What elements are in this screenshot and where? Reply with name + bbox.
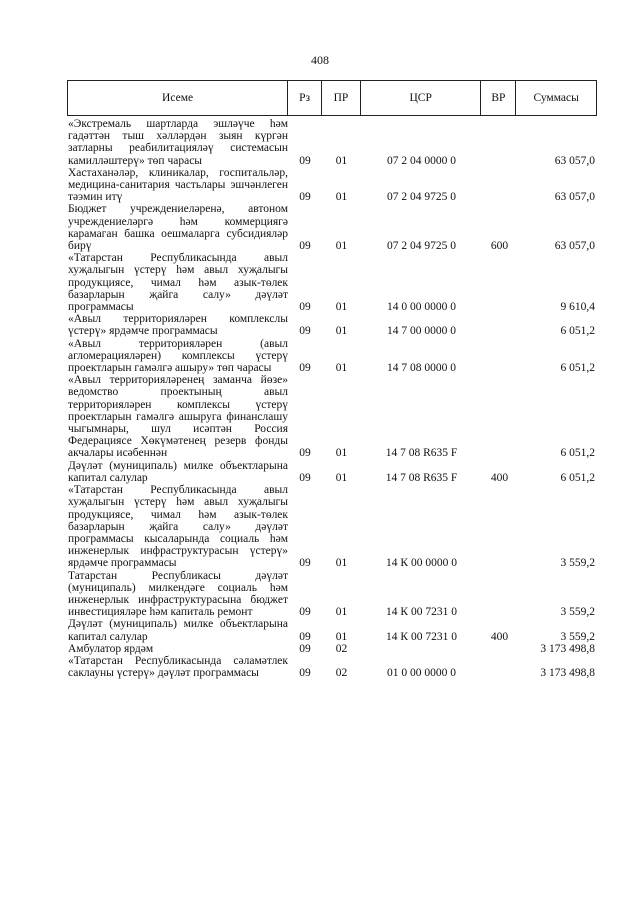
row-csr: 14 7 08 0000 0 <box>387 362 456 375</box>
row-sum: 6 051,2 <box>560 325 595 338</box>
row-rz: 09 <box>299 630 311 643</box>
row-csr: 14 0 00 0000 0 <box>387 301 456 314</box>
row-rz: 09 <box>299 240 311 253</box>
row-pr: 01 <box>335 557 348 570</box>
row-sum: 6 051,2 <box>560 447 595 460</box>
row-name: «Авыл территорияләрен (авыл агломерацияләрен) комплексы үстерү проектларын гамәлгә ашыру» төп чарасы <box>68 337 288 375</box>
table-row <box>67 643 597 655</box>
row-csr: 14 К 00 0000 0 <box>386 557 457 570</box>
row-sum: 6 051,2 <box>560 362 595 375</box>
table-header <box>67 80 597 116</box>
row-csr: 01 0 00 0000 0 <box>387 667 456 680</box>
row-name: Дәүләт (муниципаль) милке объектларына капитал салулар <box>68 459 288 484</box>
table-row <box>67 338 597 375</box>
row-rz: 09 <box>299 447 311 460</box>
row-name: «Татарстан Республикасында авыл хуҗалыгын үстерү һәм авыл хуҗалыгы продукциясе, чимал һәм азык-төлек базарларын җайга салу» дәүләт программасы кысаларында социаль һәм инженерлык инфраструктурасын үстерү» ярдәмче программасы <box>68 484 288 570</box>
row-sum: 63 057,0 <box>554 240 595 253</box>
header-name: Исеме <box>68 81 288 115</box>
table-row <box>67 313 597 337</box>
row-sum: 3 173 498,8 <box>540 642 595 655</box>
row-csr: 14 7 08 R635 F <box>385 447 458 460</box>
row-name: Татарстан Республикасы дәүләт (муниципаль) милкендәге социаль һәм инженерлык инфраструктурасына бюджет инвестицияләре һәм капиталь ремонт <box>68 569 288 619</box>
row-vr <box>482 570 517 619</box>
row-vr <box>482 252 517 313</box>
row-name: «Авыл территорияләрен комплекслы үстерү» ярдәмче программасы <box>68 313 288 338</box>
row-pr: 01 <box>335 154 348 167</box>
table-row <box>67 655 597 679</box>
row-vr: 400 <box>490 630 509 643</box>
row-name: «Авыл территорияләренең заманча йөзе» ведомство проектының авыл территорияләрен комплексы үстерү проектларын гамәлгә ашыруга финанслашу чыгымнары, шул исәптән Россия Федерациясе Хөкүмәтенең резерв фонды акчалары исәбеннән <box>68 374 288 460</box>
row-vr <box>482 655 517 679</box>
row-rz: 09 <box>299 154 311 167</box>
row-csr: 07 2 04 0000 0 <box>387 154 456 167</box>
row-pr: 02 <box>335 667 348 680</box>
row-vr <box>482 338 517 375</box>
row-name: «Татарстан Республикасында авыл хуҗалыгын үстерү һәм авыл хуҗалыгы продукциясе, чимал һәм азык-төлек базарларын җайга салу» дәүләт программасы <box>68 252 288 314</box>
row-rz: 09 <box>299 557 311 570</box>
row-sum: 9 610,4 <box>560 301 595 314</box>
row-rz: 09 <box>299 471 311 484</box>
row-rz: 09 <box>299 325 311 338</box>
row-vr <box>482 118 517 167</box>
row-name: «Экстремаль шартларда эшләүче һәм гадәттән тыш хәлләрдән зыян күргән затларны реабилитацияләү системасын камилләштерү» төп чарасы <box>68 118 288 167</box>
table-row <box>67 167 597 204</box>
header-pr: ПР <box>322 81 361 115</box>
row-sum: 3 173 498,8 <box>540 667 595 680</box>
header-vr: ВР <box>481 81 516 115</box>
row-vr <box>482 313 517 337</box>
row-sum: 3 559,2 <box>560 630 595 643</box>
row-sum: 63 057,0 <box>554 191 595 204</box>
row-rz: 09 <box>299 301 311 314</box>
row-name: Дәүләт (муниципаль) милке объектларына капитал салулар <box>68 618 288 643</box>
row-vr <box>482 484 517 569</box>
table-row <box>67 460 597 484</box>
header-csr: ЦСР <box>361 81 482 115</box>
row-vr <box>482 643 517 655</box>
row-csr: 14 7 00 0000 0 <box>387 325 456 338</box>
row-vr: 600 <box>490 240 509 253</box>
row-rz: 09 <box>299 362 311 375</box>
row-pr: 01 <box>335 362 348 375</box>
row-rz: 09 <box>299 191 311 204</box>
table-row <box>67 570 597 619</box>
table-row <box>67 118 597 167</box>
table-row <box>67 618 597 642</box>
row-name: Хастаханәләр, клиникалар, госпитальләр, медицина-санитария частьлары эшчәнлеген тәэмин итү <box>68 166 288 204</box>
row-pr: 01 <box>335 471 348 484</box>
row-csr: 07 2 04 9725 0 <box>387 191 456 204</box>
row-vr <box>482 167 517 204</box>
header-rz: Рз <box>288 81 322 115</box>
row-pr: 01 <box>335 325 348 338</box>
row-name: Амбулатор ярдәм <box>68 642 154 655</box>
table-body <box>67 118 597 679</box>
row-name: «Татарстан Республикасында сәламәтлек саклауны үстерү» дәүләт программасы <box>68 654 288 680</box>
row-vr <box>482 374 517 459</box>
row-pr: 02 <box>335 642 348 655</box>
row-sum: 3 559,2 <box>560 606 595 619</box>
row-csr: 07 2 04 9725 0 <box>387 240 456 253</box>
row-csr: 14 К 00 7231 0 <box>386 606 457 619</box>
row-rz: 09 <box>299 606 311 619</box>
table-row <box>67 252 597 313</box>
row-pr: 01 <box>335 606 348 619</box>
row-rz: 09 <box>299 667 311 680</box>
row-csr: 14 7 08 R635 F <box>385 471 458 484</box>
row-csr: 14 К 00 7231 0 <box>386 630 457 643</box>
row-name: Бюджет учреждениеләренә, автоном учреждениеләргә һәм коммерциягә карамаган башка оешмаларга субсидияләр бирү <box>68 203 288 253</box>
row-pr: 01 <box>335 630 348 643</box>
row-sum: 3 559,2 <box>560 557 595 570</box>
row-pr: 01 <box>335 447 348 460</box>
header-sum: Суммасы <box>533 92 579 104</box>
row-rz: 09 <box>299 642 311 655</box>
row-vr: 400 <box>490 471 509 484</box>
table-row <box>67 203 597 252</box>
page-number: 408 <box>311 53 329 67</box>
row-pr: 01 <box>335 191 348 204</box>
row-sum: 6 051,2 <box>560 471 595 484</box>
row-sum: 63 057,0 <box>554 154 595 167</box>
table-row <box>67 484 597 569</box>
row-pr: 01 <box>335 301 348 314</box>
row-csr <box>361 643 482 655</box>
row-pr: 01 <box>335 240 348 253</box>
table-row <box>67 374 597 459</box>
